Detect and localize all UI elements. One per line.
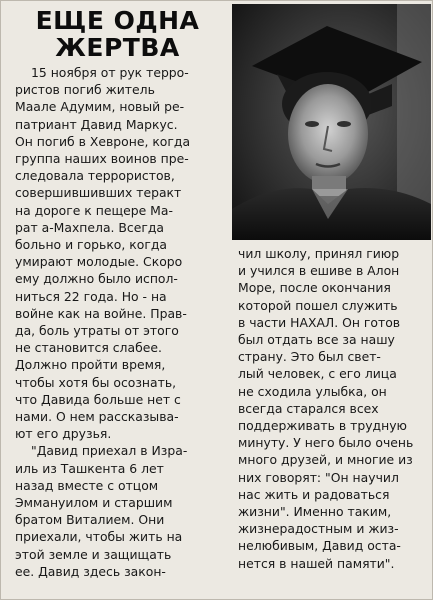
paragraph-line: Он погиб в Хевроне, когда: [15, 133, 191, 149]
paragraph-line: много друзей, и многие из: [238, 452, 413, 468]
portrait-photo: [232, 4, 431, 240]
paragraph-line: минуту. У него было очень: [238, 435, 414, 451]
paragraph-line: нас жить и радоваться: [238, 486, 390, 502]
paragraph-line: не сходила улыбка, он: [238, 383, 387, 399]
paragraph-line: которой пошел служить: [238, 297, 398, 313]
paragraph-line: них говорят: "Он научил: [238, 469, 399, 485]
paragraph-line: приехали, чтобы жить на: [15, 529, 183, 545]
paragraph-line: совершившивших теракт: [15, 185, 182, 201]
paragraph-line: патриант Давид Маркус.: [15, 116, 178, 132]
paragraph-line: войне как на войне. Прав-: [15, 305, 187, 321]
paragraph-line: назад вместе с отцом: [15, 477, 159, 493]
paragraph-line: страну. Это был свет-: [238, 349, 381, 365]
paragraph-line: следовала террористов,: [15, 168, 175, 184]
article-left-column: [15, 64, 225, 580]
paragraph-line: этой земле и защищать: [15, 546, 172, 562]
paragraph-line: что Давида больше нет с: [15, 391, 181, 407]
paragraph-line: чтобы хотя бы осознать,: [15, 374, 177, 390]
paragraph-line: нелюбивым, Давид оста-: [238, 538, 401, 554]
paragraph-line: Море, после окончания: [238, 280, 391, 296]
paragraph-line: рат а-Махпела. Всегда: [15, 219, 165, 235]
article-right-column: [238, 245, 426, 572]
paragraph-line: иль из Ташкента 6 лет: [15, 460, 164, 476]
headline: [15, 7, 220, 61]
paragraph-line: жизни". Именно таким,: [238, 504, 392, 520]
paragraph-line: да, боль утраты от этого: [15, 323, 179, 339]
paragraph-line: лый человек, с его лица: [238, 366, 397, 382]
paragraph-line: группа наших воинов пре-: [15, 151, 189, 167]
paragraph-line: ниться 22 года. Но - на: [15, 288, 167, 304]
paragraph-line: был отдать все за нашу: [238, 332, 395, 348]
graduate-portrait-image: [232, 4, 431, 240]
paragraph-line: ют его друзья.: [15, 426, 112, 442]
paragraph-line: больно и горько, когда: [15, 237, 167, 253]
paragraph-line: братом Виталием. Они: [15, 512, 165, 528]
paragraph-line: Маале Адумим, новый ре-: [15, 99, 185, 115]
paragraph-line: жизнерадостным и жиз-: [238, 521, 399, 537]
headline-line-2: ЖЕРТВА: [55, 33, 180, 62]
paragraph-line: 15 ноября от рук терро-: [31, 65, 189, 80]
paragraph-line: на дороге к пещере Ма-: [15, 202, 173, 218]
paragraph-line: не становится слабее.: [15, 340, 162, 356]
paragraph-line: ее. Давид здесь закон-: [15, 563, 166, 579]
paragraph-line: ристов погиб житель: [15, 82, 155, 98]
paragraph-line: всегда старался всех: [238, 400, 379, 416]
paragraph-line: в части НАХАЛ. Он готов: [238, 314, 401, 330]
headline-line-1: ЕЩЕ ОДНА: [35, 6, 200, 35]
paragraph-line: и учился в ешиве в Алон: [238, 263, 400, 279]
paragraph-line: нется в нашей памяти".: [238, 555, 395, 571]
paragraph-line: "Давид приехал в Изра-: [31, 443, 188, 459]
paragraph-line: ему должно было испол-: [15, 271, 178, 287]
paragraph-line: Эммануилом и старшим: [15, 495, 173, 511]
paragraph-line: Должно пройти время,: [15, 357, 166, 373]
paragraph-line: нами. О нем рассказыва-: [15, 409, 179, 425]
paragraph-line: поддерживать в трудную: [238, 418, 407, 434]
paragraph-line: умирают молодые. Скоро: [15, 254, 183, 270]
paragraph-line: чил школу, принял гиюр: [238, 246, 400, 261]
